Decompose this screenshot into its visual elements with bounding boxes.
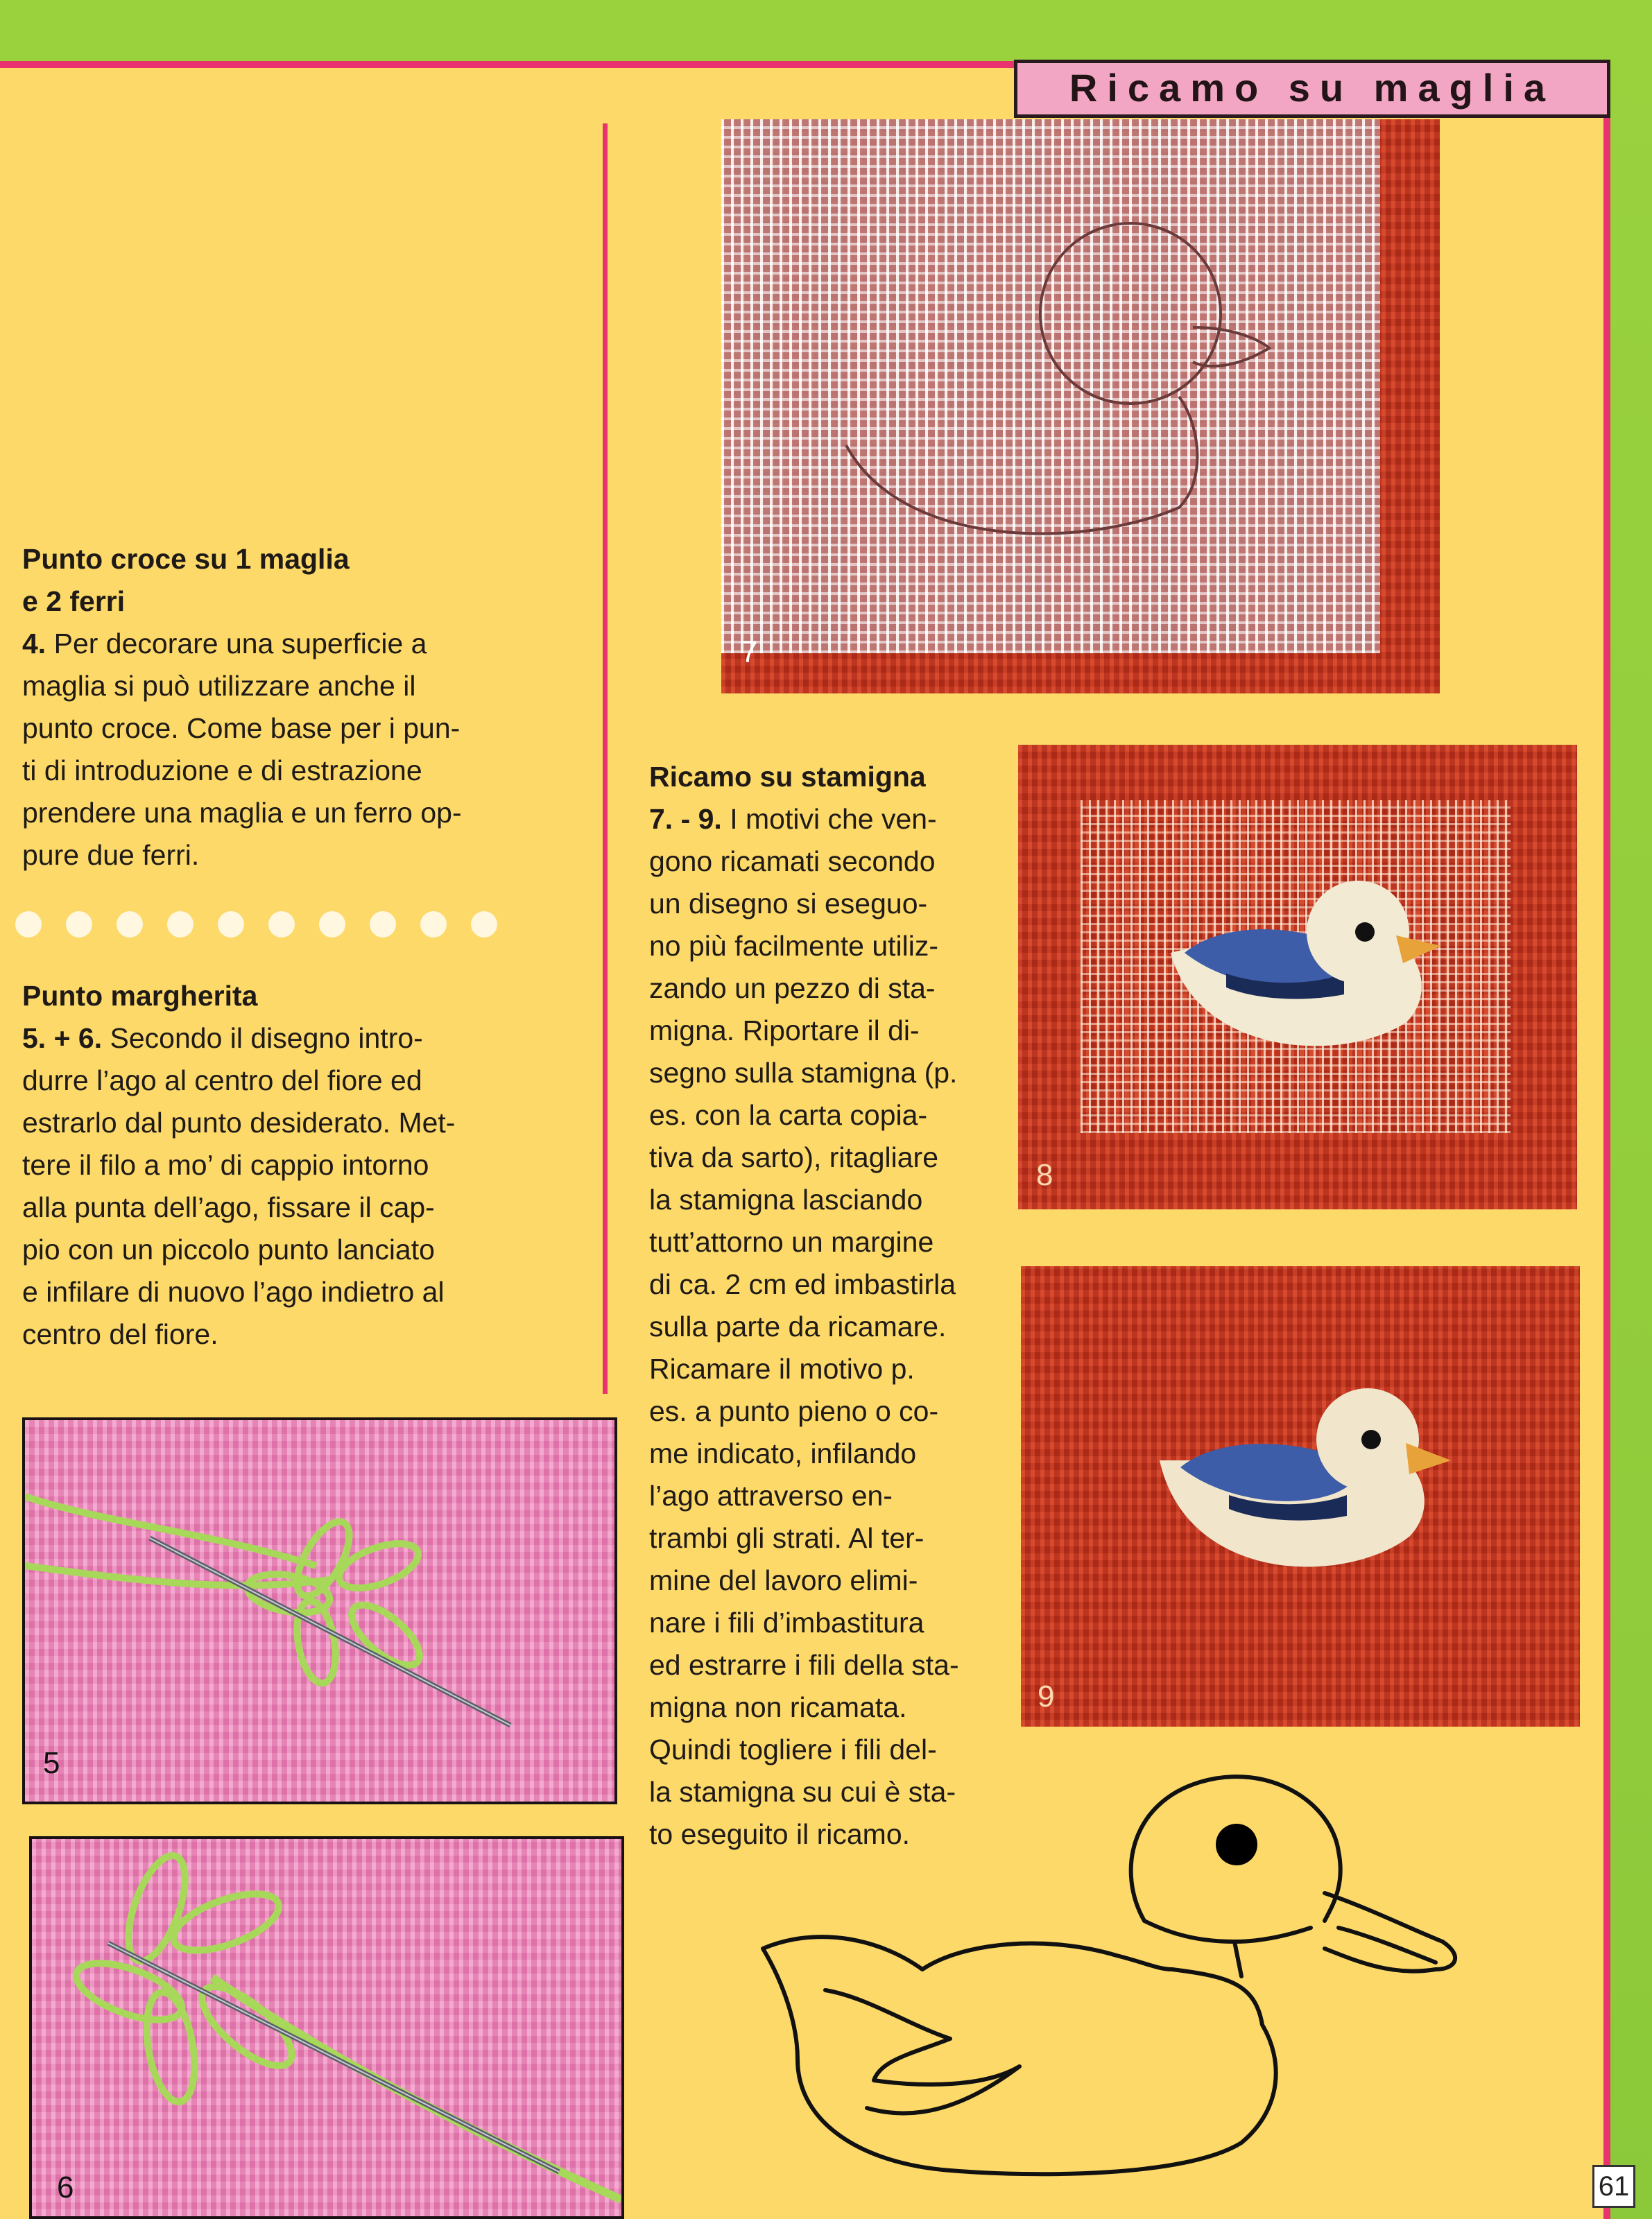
canvas-embroidery-line — [649, 883, 1010, 925]
canvas-embroidery-line — [649, 1560, 1010, 1602]
photo-5-number: 5 — [43, 1746, 60, 1780]
canvas-embroidery-line — [649, 1094, 1010, 1137]
photo-7-canvas-on-knit — [721, 119, 1440, 693]
canvas-embroidery-line-text: Quindi togliere i fili del- — [649, 1734, 937, 1765]
cross-stitch-line — [22, 707, 508, 750]
photo-5-daisy-stitch — [22, 1417, 617, 1804]
dot — [117, 911, 143, 938]
canvas-embroidery-line-text: la stamigna lasciando — [649, 1184, 923, 1216]
cross-stitch-line-text: punto croce. Come base per i pun- — [22, 712, 461, 744]
canvas-embroidery-line-text: segno sulla stamigna (p. — [649, 1057, 958, 1089]
photo-9-number: 9 — [1038, 1680, 1055, 1713]
canvas-embroidery-line-text: la stamigna su cui è sta- — [649, 1776, 956, 1808]
canvas-embroidery-line-text: gono ricamati secondo — [649, 845, 936, 877]
daisy-stitch-line — [22, 1144, 508, 1186]
canvas-embroidery-line — [649, 1390, 1010, 1433]
embroidered-duck-8 — [1018, 745, 1577, 1209]
canvas-embroidery-line-text: di ca. 2 cm ed imbastirla — [649, 1268, 956, 1300]
photo-6-number: 6 — [57, 2170, 74, 2204]
canvas-embroidery-line — [649, 1052, 1010, 1094]
daisy-stitch-line-text: centro del fiore. — [22, 1318, 218, 1350]
cross-stitch-line — [22, 834, 508, 877]
daisy-stitch-line-text: alla punta dell’ago, fissare il cap- — [22, 1191, 435, 1223]
daisy-stitch-line — [22, 1060, 508, 1102]
cross-stitch-line-text: Per decorare una superficie a — [46, 628, 427, 659]
cross-stitch-line-text: prendere una maglia e un ferro op- — [22, 797, 462, 829]
dot — [268, 911, 295, 938]
dot — [15, 911, 42, 938]
cross-stitch-line — [22, 623, 508, 665]
canvas-embroidery-line-text: migna. Riportare il di- — [649, 1014, 920, 1046]
canvas-embroidery-line-text: no più facilmente utiliz- — [649, 930, 939, 962]
photo-9-finished-duck — [1021, 1266, 1580, 1727]
duck-outline-traced — [721, 119, 1440, 693]
canvas-embroidery-heading: Ricamo su stamigna — [649, 761, 926, 793]
cross-stitch-line-text: pure due ferri. — [22, 839, 200, 871]
header-title: Ricamo su maglia — [1069, 66, 1556, 110]
cross-stitch-line-text: maglia si può utilizzare anche il — [22, 670, 416, 702]
cross-stitch-line — [22, 665, 508, 707]
daisy-stitch-line — [22, 1017, 508, 1060]
canvas-embroidery-line — [649, 925, 1010, 967]
canvas-embroidery-line-text: Ricamare il motivo p. — [649, 1353, 915, 1385]
dots-divider — [15, 911, 515, 939]
canvas-embroidery-line-text: tutt’attorno un margine — [649, 1226, 934, 1258]
canvas-embroidery-line — [649, 1179, 1010, 1221]
canvas-embroidery-line — [649, 1686, 1010, 1729]
canvas-embroidery-line-text: l’ago attraverso en- — [649, 1480, 893, 1512]
photo-6-daisy-stitch — [29, 1836, 624, 2219]
daisy-stitch-line-text: tere il filo a mo’ di cappio intorno — [22, 1149, 429, 1181]
photo-8-duck-on-canvas — [1018, 745, 1577, 1209]
canvas-embroidery-line — [649, 1348, 1010, 1390]
canvas-embroidery-line-text: mine del lavoro elimi- — [649, 1564, 918, 1596]
canvas-embroidery-line-text: un disegno si eseguo- — [649, 888, 928, 919]
canvas-embroidery-line-text: to eseguito il ricamo. — [649, 1818, 911, 1850]
dot — [66, 911, 92, 938]
canvas-embroidery-line — [649, 1010, 1010, 1052]
canvas-embroidery-line-text: zando un pezzo di sta- — [649, 972, 936, 1004]
canvas-embroidery-line — [649, 1137, 1010, 1179]
canvas-embroidery-line-text: I motivi che ven- — [721, 803, 937, 835]
daisy-stitch-line — [22, 1229, 508, 1271]
canvas-embroidery-line-text: sulla parte da ricamare. — [649, 1311, 947, 1342]
dot — [471, 911, 497, 938]
photo-8-number: 8 — [1036, 1158, 1053, 1192]
daisy-stitch-line-text: e infilare di nuovo l’ago indietro al — [22, 1276, 445, 1308]
canvas-embroidery-line-text: es. con la carta copia- — [649, 1099, 928, 1131]
cross-stitch-heading-2: e 2 ferri — [22, 585, 126, 617]
canvas-embroidery-line — [649, 1433, 1010, 1475]
canvas-embroidery-line — [649, 1221, 1010, 1263]
daisy-stitch-line — [22, 1271, 508, 1313]
cross-stitch-heading-1: Punto croce su 1 maglia — [22, 543, 350, 575]
canvas-embroidery-line — [649, 1475, 1010, 1517]
canvas-embroidery-line-text: nare i fili d’imbastitura — [649, 1607, 924, 1639]
cross-stitch-step-number: 4. — [22, 628, 46, 659]
dot — [167, 911, 193, 938]
dot — [370, 911, 396, 938]
canvas-embroidery-line — [649, 967, 1010, 1010]
canvas-embroidery-line-text: trambi gli strati. Al ter- — [649, 1522, 924, 1554]
column-divider — [603, 123, 608, 1394]
daisy-stitch-line — [22, 1102, 508, 1144]
daisy-stitch-heading: Punto margherita — [22, 980, 258, 1012]
cross-stitch-line — [22, 750, 508, 792]
canvas-embroidery-line — [649, 1644, 1010, 1686]
embroidered-duck-9 — [1021, 1266, 1580, 1727]
daisy-stitch-step-number: 5. + 6. — [22, 1022, 103, 1054]
page-number: 61 — [1592, 2165, 1635, 2208]
canvas-embroidery-step-number: 7. - 9. — [649, 803, 722, 835]
canvas-embroidery-line — [649, 1517, 1010, 1560]
daisy-stitch-line — [22, 1186, 508, 1229]
header-box — [1014, 60, 1610, 118]
duck-eye — [1216, 1824, 1257, 1865]
dot — [319, 911, 345, 938]
canvas-embroidery-line-text: ed estrarre i fili della sta- — [649, 1649, 959, 1681]
dot — [218, 911, 244, 938]
duck-pattern-drawing — [756, 1761, 1491, 2177]
daisy-stitch-line-text: estrarlo dal punto desiderato. Met- — [22, 1107, 456, 1139]
daisy-stitch-line-text: durre l’ago al centro del fiore ed — [22, 1064, 422, 1096]
canvas-embroidery-line — [649, 1602, 1010, 1644]
daisy-stitch-line — [22, 1313, 508, 1356]
cross-stitch-line — [22, 792, 508, 834]
daisy-stitch-line-text: pio con un piccolo punto lanciato — [22, 1234, 435, 1266]
canvas-embroidery-line-text: es. a punto pieno o co- — [649, 1395, 939, 1427]
dot — [420, 911, 447, 938]
daisy-stitch-line-text: Secondo il disegno intro- — [102, 1022, 423, 1054]
daisy-needle-illustration-6 — [32, 1839, 621, 2219]
canvas-embroidery-line — [649, 1263, 1010, 1306]
canvas-embroidery-line — [649, 798, 1010, 840]
canvas-embroidery-line-text: me indicato, infilando — [649, 1437, 917, 1469]
cross-stitch-line-text: ti di introduzione e di estrazione — [22, 754, 422, 786]
canvas-embroidery-line-text: tiva da sarto), ritagliare — [649, 1141, 939, 1173]
canvas-embroidery-line — [649, 1306, 1010, 1348]
daisy-needle-illustration-5 — [25, 1420, 614, 1802]
photo-7-number: 7 — [741, 635, 758, 669]
canvas-embroidery-line — [649, 840, 1010, 883]
canvas-embroidery-line-text: migna non ricamata. — [649, 1691, 907, 1723]
